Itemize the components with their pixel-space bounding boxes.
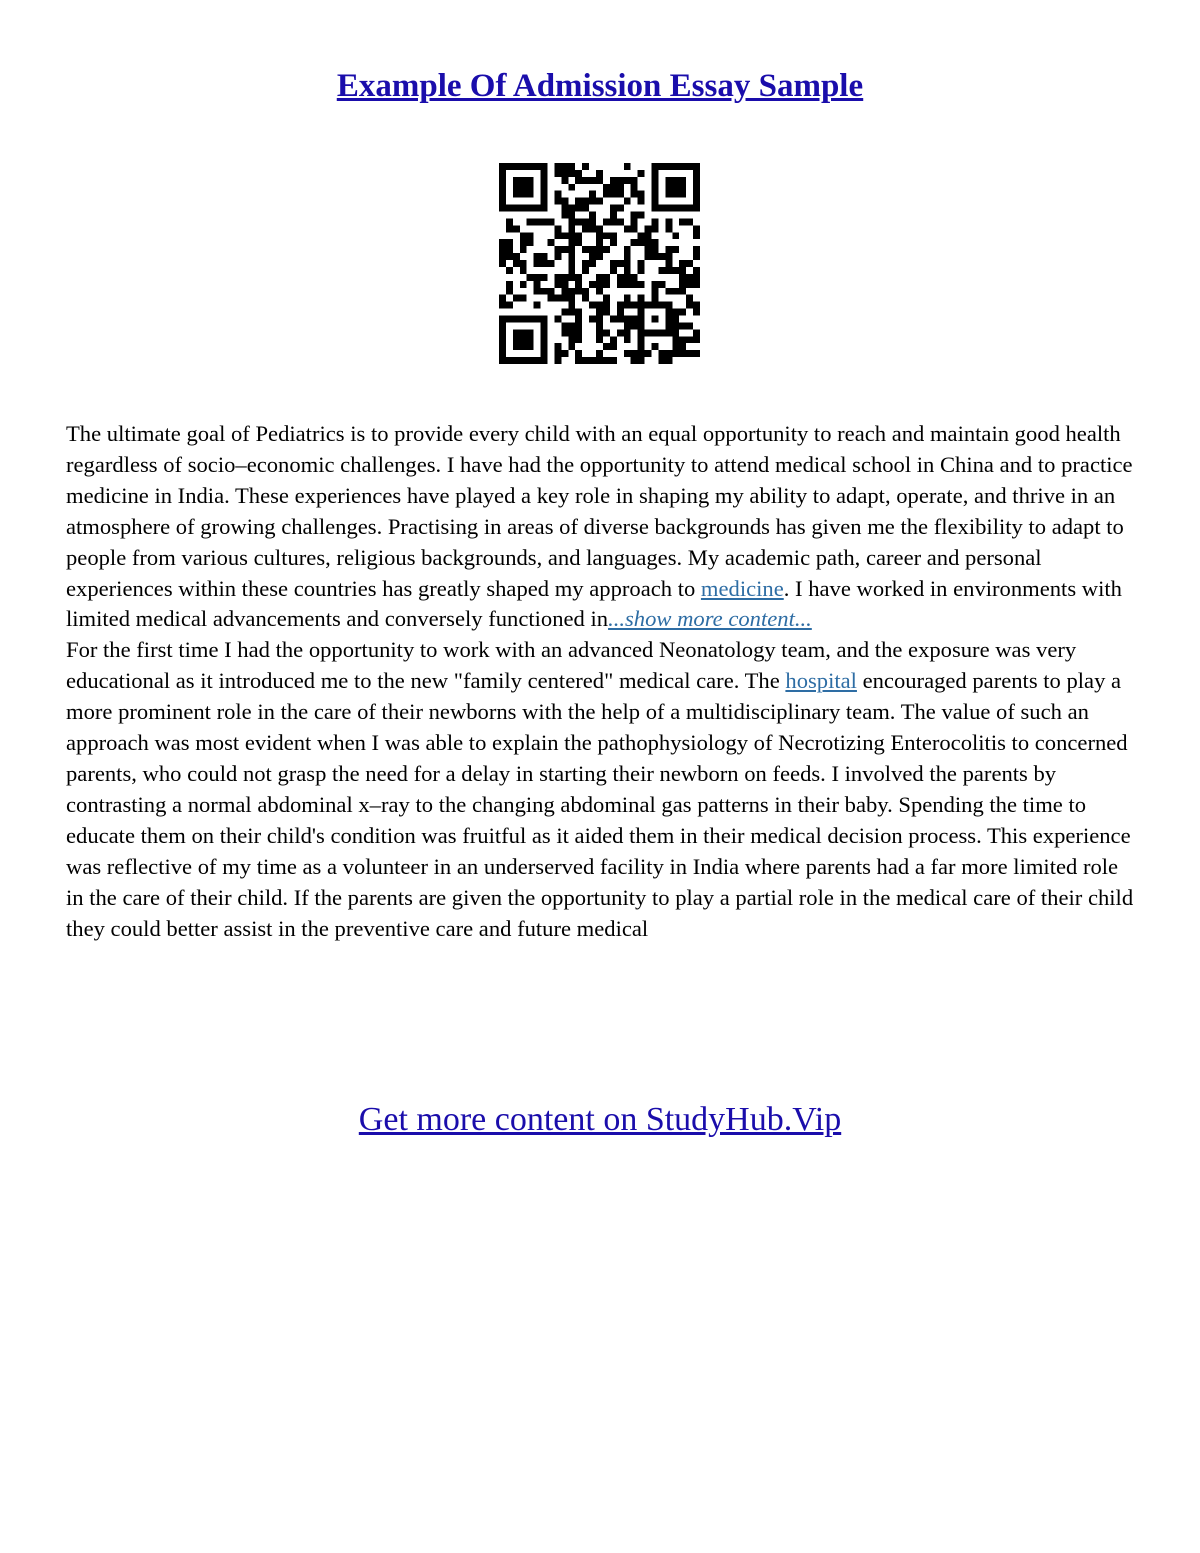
essay-body (66, 419, 1140, 944)
qr-code-graphic (499, 163, 700, 364)
studyhub-link[interactable]: Get more content on StudyHub.Vip (358, 1101, 842, 1138)
medicine-link[interactable]: medicine (700, 575, 784, 601)
essay-paragraph-1 (66, 419, 1140, 635)
hospital-link[interactable]: hospital (785, 668, 857, 694)
essay-paragraph-2 (66, 635, 1140, 944)
title-link[interactable]: Example Of Admission Essay Sample (336, 68, 864, 104)
page-title[interactable] (0, 66, 1200, 106)
paragraph-1-text-a: The ultimate goal of Pediatrics is to provide every child with an equal opportunity to reach and maintain good health regardless of socio–economic challenges. I have had the opportunity to attend medical school in China and to practice medicine in India. These experiences have played a key role in shaping my ability to adapt, operate, and thrive in an atmosphere of growing challenges. Practising in areas of diverse backgrounds has given me the flexibility to adapt to people from various cultures, religious backgrounds, and languages. My academic path, career and personal experiences within these countries has greatly shaped my approach to (66, 421, 1133, 601)
paragraph-2-text-a: For the first time I had the opportunity to work with an advanced Neonatology team, and the exposure was very educational as it introduced me to the new "family centered" medical care. The (66, 637, 1077, 694)
paragraph-2-text-b: encouraged parents to play a more prominent role in the care of their newborns with the help of a multidisciplinary team. The value of such an approach was most evident when I was able to explain the pathophysiology of Necrotizing Enterocolitis to concerned parents, who could not grasp the need for a delay in starting their newborn on feeds. I involved the parents by contrasting a normal abdominal x–ray to the changing abdominal gas patterns in their baby. Spending the time to educate them on their child's condition was fruitful as it aided them in their medical decision process. This experience was reflective of my time as a volunteer in an underserved facility in India where parents had a far more limited role in the care of their child. If the parents are given the opportunity to play a partial role in the medical care of their child they could better assist in the preventive care and future medical (66, 668, 1134, 941)
footer (0, 1098, 1200, 1142)
paragraph-1-text-b: . I have worked in environments with limited medical advancements and conversely functioned in (66, 575, 1122, 632)
qr-code-icon (499, 163, 700, 364)
show-more-link[interactable]: ...show more content... (608, 606, 812, 632)
